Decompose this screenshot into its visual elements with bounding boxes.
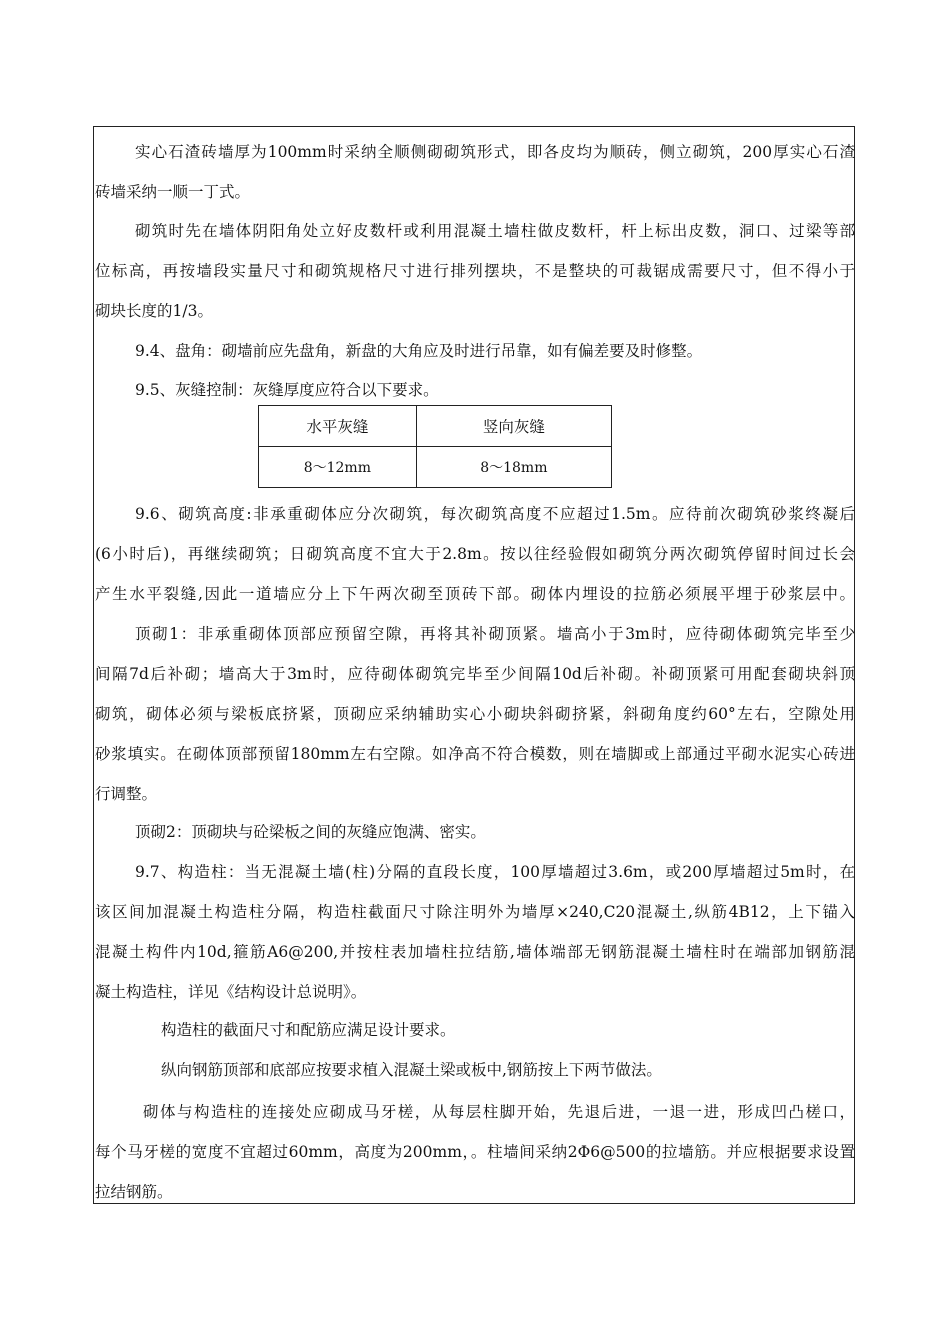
text-line: 9.5、灰缝控制：灰缝厚度应符合以下要求。 <box>135 381 439 399</box>
text-line: 砌块长度的1/3。 <box>95 302 213 320</box>
text-line: 砖墙采纳一顺一丁式。 <box>95 183 251 201</box>
text-line: 砌筑，砌体必须与梁板底挤紧，顶砌应采纳辅助实心小砌块斜砌挤紧，斜砌角度约60°左右，空隙处用 <box>95 705 855 723</box>
text-line: 顶砌2：顶砌块与砼梁板之间的灰缝应饱满、密实。 <box>135 823 486 841</box>
paragraph-toothed-connection <box>95 1092 855 1212</box>
text-line: (6小时后)，再继续砌筑；日砌筑高度不宜大于2.8m。按以往经验假如砌筑分两次砌筑停留时间过长会 <box>95 545 855 563</box>
text-line: 9.4、盘角：砌墙前应先盘角，新盘的大角应及时进行吊靠，如有偏差要及时修整。 <box>135 342 703 360</box>
paragraph-solid-brick-wall <box>95 132 855 212</box>
paragraph-laying-method <box>95 211 855 331</box>
table-cell-vertical-value: 8～18mm <box>416 447 611 488</box>
text-line: 砌体与构造柱的连接处应砌成马牙槎，从每层柱脚开始，先退后进，一退一进，形成凹凸槎口， <box>143 1103 855 1121</box>
paragraph-structural-column <box>95 852 855 1012</box>
text-line: 间隔7d后补砌；墙高大于3m时，应待砌体砌筑完毕至少间隔10d后补砌。补砌顶紧可用配套砌块斜顶 <box>95 665 855 683</box>
text-line: 产生水平裂缝,因此一道墙应分上下午两次砌至顶砖下部。砌体内埋设的拉筋必须展平埋于砂浆层中。 <box>95 585 855 603</box>
text-line: 顶砌1：非承重砌体顶部应预留空隙，再将其补砌顶紧。墙高小于3m时，应待砌体砌筑完毕至少 <box>135 625 855 643</box>
text-line: 行调整。 <box>95 785 158 803</box>
text-line: 混凝土构件内10d,箍筋A6@200,并按柱表加墙柱拉结筋,墙体端部无钢筋混凝土墙柱时在端部加钢筋混 <box>95 943 855 961</box>
text-line: 该区间加混凝土构造柱分隔，构造柱截面尺寸除注明外为墙厚×240,C20混凝土,纵筋4B12，上下锚入 <box>95 903 855 921</box>
text-line: 9.6、砌筑高度:非承重砌体应分次砌筑，每次砌筑高度不应超过1.5m。应待前次砌筑砂浆终凝后 <box>135 505 855 523</box>
paragraph-corner-building <box>95 331 855 371</box>
text-line: 9.7、构造柱：当无混凝土墙(柱)分隔的直段长度，100厚墙超过3.6m，或200厚墙超过5m时，在 <box>135 863 855 881</box>
paragraph-top-laying-2 <box>95 812 855 852</box>
text-line: 纵向钢筋顶部和底部应按要求植入混凝土梁或板中,钢筋按上下两节做法。 <box>161 1061 662 1079</box>
text-line: 砂浆填实。在砌体顶部预留180mm左右空隙。如净高不符合模数，则在墙脚或上部通过平砌水泥实心砖进 <box>95 745 855 763</box>
paragraph-laying-height <box>95 494 855 614</box>
table-header-horizontal-joint: 水平灰缝 <box>259 406 417 447</box>
text-line: 实心石渣砖墙厚为100mm时采纳全顺侧砌砌筑形式，即各皮均为顺砖，侧立砌筑，200厚实心石渣 <box>135 143 855 161</box>
paragraph-top-laying-1 <box>95 614 855 814</box>
table-header-vertical-joint: 竖向灰缝 <box>416 406 611 447</box>
text-line: 每个马牙槎的宽度不宜超过60mm，高度为200mm，。柱墙间采纳2Φ6@500的拉墙筋。并应根据要求设置 <box>95 1143 855 1161</box>
text-line: 砌筑时先在墙体阴阳角处立好皮数杆或利用混凝土墙柱做皮数杆，杆上标出皮数，洞口、过梁等部 <box>135 222 855 240</box>
text-line: 拉结钢筋。 <box>95 1183 173 1201</box>
text-line: 位标高，再按墙段实量尺寸和砌筑规格尺寸进行排列摆块，不是整块的可裁锯成需要尺寸，但不得小于 <box>95 262 855 280</box>
paragraph-longitudinal-rebar <box>95 1050 855 1090</box>
table-row <box>259 447 612 488</box>
paragraph-column-section <box>95 1010 855 1050</box>
table-cell-horizontal-value: 8～12mm <box>259 447 417 488</box>
paragraph-joint-control <box>95 370 855 410</box>
joint-thickness-table <box>258 405 612 488</box>
text-line: 构造柱的截面尺寸和配筋应满足设计要求。 <box>161 1021 456 1039</box>
table-header-row <box>259 406 612 447</box>
text-line: 凝土构造柱，详见《结构设计总说明》。 <box>95 983 367 1001</box>
